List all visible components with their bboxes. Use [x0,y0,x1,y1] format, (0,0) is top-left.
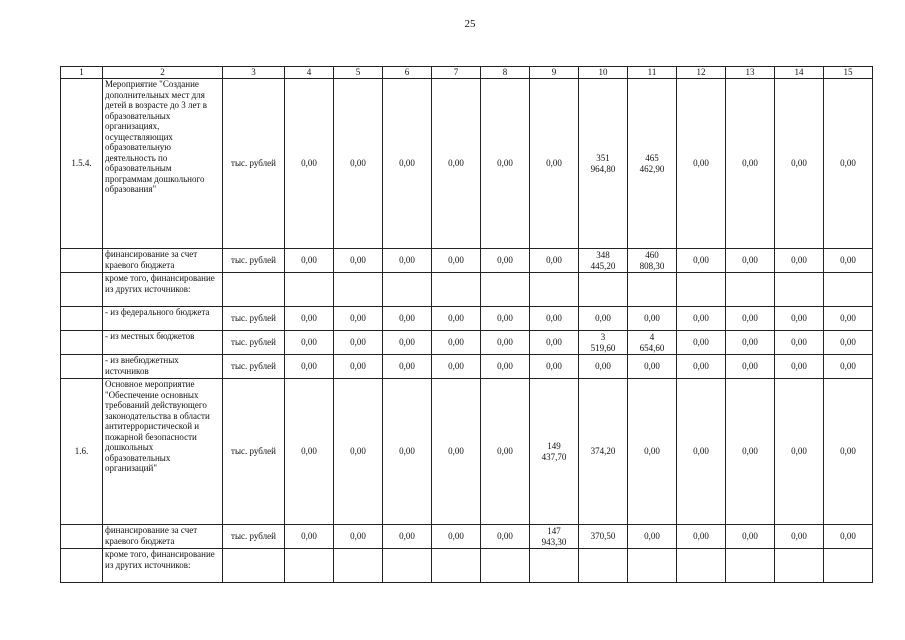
value-cell: 0,00 [334,331,383,355]
value-cell: 0,00 [579,307,628,331]
value-cell: 0,00 [628,307,677,331]
value-cell: 0,00 [628,355,677,379]
row-unit-cell: тыс. рублей [223,525,285,549]
column-number-13: 13 [726,67,775,79]
row-code-cell [61,331,103,355]
column-number-9: 9 [530,67,579,79]
row-unit-cell [223,549,285,583]
value-cell: 0,00 [432,79,481,249]
value-cell: 0,00 [432,307,481,331]
value-cell: 0,00 [432,525,481,549]
value-cell: 0,00 [481,79,530,249]
value-cell: 0,00 [677,249,726,273]
value-cell: 0,00 [775,79,824,249]
value-cell [628,273,677,307]
value-cell: 0,00 [285,249,334,273]
row-unit-cell: тыс. рублей [223,249,285,273]
row-name-cell: - из федерального бюджета [103,307,223,331]
value-cell: 0,00 [677,379,726,525]
value-cell [677,273,726,307]
row-code-cell [61,249,103,273]
value-cell: 0,00 [481,249,530,273]
value-cell: 0,00 [432,379,481,525]
column-number-7: 7 [432,67,481,79]
value-cell [334,549,383,583]
row-name-cell: финансирование за счет краевого бюджета [103,525,223,549]
value-cell: 0,00 [481,331,530,355]
value-cell: 465 462,90 [628,79,677,249]
value-cell [579,273,628,307]
value-cell: 0,00 [383,79,432,249]
value-cell: 0,00 [726,249,775,273]
column-number-14: 14 [775,67,824,79]
column-number-11: 11 [628,67,677,79]
value-cell [432,549,481,583]
value-cell: 0,00 [677,307,726,331]
value-cell: 0,00 [775,525,824,549]
value-cell: 0,00 [726,331,775,355]
value-cell: 0,00 [383,355,432,379]
value-cell [530,549,579,583]
column-number-12: 12 [677,67,726,79]
column-number-4: 4 [285,67,334,79]
value-cell: 0,00 [285,79,334,249]
column-number-1: 1 [61,67,103,79]
column-number-8: 8 [481,67,530,79]
table-row [61,549,873,583]
table-row [61,331,873,355]
value-cell: 0,00 [481,307,530,331]
value-cell [775,273,824,307]
value-cell: 0,00 [530,307,579,331]
value-cell: 0,00 [383,525,432,549]
value-cell: 0,00 [383,249,432,273]
row-unit-cell: тыс. рублей [223,379,285,525]
row-code-cell: 1.5.4. [61,79,103,249]
value-cell: 0,00 [334,249,383,273]
row-unit-cell: тыс. рублей [223,79,285,249]
value-cell: 348 445,20 [579,249,628,273]
value-cell [481,549,530,583]
value-cell: 370,50 [579,525,628,549]
value-cell: 0,00 [775,307,824,331]
table-row [61,379,873,525]
page-number: 25 [464,18,476,30]
value-cell: 0,00 [726,355,775,379]
value-cell: 0,00 [334,307,383,331]
value-cell: 149 437,70 [530,379,579,525]
value-cell: 0,00 [775,249,824,273]
row-name-cell: финансирование за счет краевого бюджета [103,249,223,273]
value-cell: 0,00 [383,331,432,355]
value-cell [579,549,628,583]
value-cell: 0,00 [726,525,775,549]
value-cell [334,273,383,307]
value-cell: 0,00 [383,379,432,525]
value-cell [285,549,334,583]
value-cell [432,273,481,307]
value-cell: 0,00 [726,79,775,249]
column-number-10: 10 [579,67,628,79]
table-row [61,79,873,249]
column-number-3: 3 [223,67,285,79]
row-code-cell [61,525,103,549]
value-cell: 0,00 [824,355,873,379]
value-cell: 460 808,30 [628,249,677,273]
column-number-5: 5 [334,67,383,79]
row-name-cell: кроме того, финансирование из других источников: [103,549,223,583]
value-cell: 0,00 [628,379,677,525]
value-cell [726,273,775,307]
value-cell: 0,00 [481,379,530,525]
value-cell: 0,00 [677,79,726,249]
value-cell: 0,00 [383,307,432,331]
row-code-cell [61,355,103,379]
row-name-cell: кроме того, финансирование из других источников: [103,273,223,307]
value-cell: 0,00 [677,331,726,355]
value-cell: 0,00 [677,355,726,379]
row-code-cell [61,273,103,307]
value-cell [285,273,334,307]
table-row [61,249,873,273]
value-cell: 0,00 [530,355,579,379]
value-cell: 0,00 [530,249,579,273]
row-name-cell: Мероприятие "Создание дополнительных мест для детей в возрасте до 3 лет в образовательных организациях, осуществляющих образовательную деятельность по образовательным программам дошкольного образования" [103,79,223,249]
value-cell: 0,00 [775,355,824,379]
value-cell: 0,00 [334,355,383,379]
value-cell: 0,00 [285,525,334,549]
value-cell: 0,00 [432,331,481,355]
row-unit-cell: тыс. рублей [223,307,285,331]
row-name-cell: Основное мероприятие "Обеспечение основных требований действующего законодательства в области антитеррористической и пожарной безопасности дошкольных образовательных организаций" [103,379,223,525]
row-unit-cell [223,273,285,307]
value-cell [628,549,677,583]
value-cell: 0,00 [824,307,873,331]
row-name-cell: - из местных бюджетов [103,331,223,355]
value-cell: 374,20 [579,379,628,525]
column-number-2: 2 [103,67,223,79]
table-row [61,307,873,331]
value-cell: 0,00 [285,379,334,525]
row-name-cell: - из внебюджетных источников [103,355,223,379]
budget-table [60,66,873,583]
value-cell: 0,00 [824,79,873,249]
value-cell: 0,00 [334,79,383,249]
value-cell [481,273,530,307]
value-cell: 0,00 [432,355,481,379]
table-row [61,273,873,307]
column-number-row [61,67,873,79]
value-cell: 0,00 [481,525,530,549]
value-cell: 0,00 [775,331,824,355]
value-cell [530,273,579,307]
value-cell: 0,00 [824,525,873,549]
value-cell [824,273,873,307]
column-number-15: 15 [824,67,873,79]
row-code-cell [61,307,103,331]
column-number-6: 6 [383,67,432,79]
value-cell: 0,00 [824,249,873,273]
value-cell: 0,00 [824,331,873,355]
value-cell: 0,00 [530,331,579,355]
row-unit-cell: тыс. рублей [223,355,285,379]
value-cell [775,549,824,583]
value-cell: 3 519,60 [579,331,628,355]
row-code-cell [61,549,103,583]
value-cell [383,549,432,583]
value-cell: 0,00 [677,525,726,549]
value-cell: 4 654,60 [628,331,677,355]
value-cell: 0,00 [285,307,334,331]
value-cell [677,549,726,583]
value-cell: 0,00 [285,355,334,379]
value-cell [383,273,432,307]
table-row [61,525,873,549]
value-cell: 0,00 [481,355,530,379]
table-body [61,67,873,583]
value-cell [824,549,873,583]
value-cell: 0,00 [726,379,775,525]
value-cell: 0,00 [775,379,824,525]
value-cell: 351 964,80 [579,79,628,249]
value-cell: 147 943,30 [530,525,579,549]
value-cell: 0,00 [628,525,677,549]
value-cell: 0,00 [285,331,334,355]
row-unit-cell: тыс. рублей [223,331,285,355]
value-cell: 0,00 [579,355,628,379]
row-code-cell: 1.6. [61,379,103,525]
value-cell: 0,00 [530,79,579,249]
value-cell: 0,00 [726,307,775,331]
value-cell: 0,00 [432,249,481,273]
value-cell: 0,00 [824,379,873,525]
table-row [61,355,873,379]
value-cell [726,549,775,583]
value-cell: 0,00 [334,379,383,525]
value-cell: 0,00 [334,525,383,549]
